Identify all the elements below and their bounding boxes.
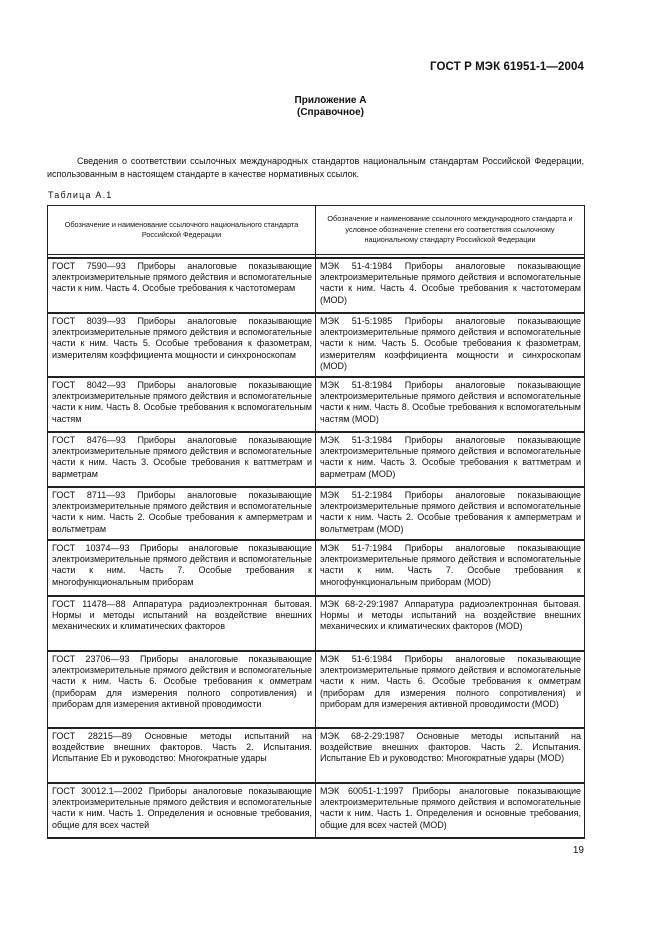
international-standard-cell: МЭК 51-4:1984 Приборы аналоговые показывающие электроизмерительные прямого действия и вспомогательные части к ним. Часть 4. Особые требования к частотомерам (MOD) xyxy=(316,258,585,313)
annex-heading xyxy=(0,95,661,119)
table-header-row xyxy=(48,206,585,255)
table-row xyxy=(48,783,585,838)
national-standard-cell: ГОСТ 23706—93 Приборы аналоговые показывающие электроизмерительные прямого действия и вспомогательные части к ним. Часть 6. Особые требования к омметрам (приборам для измерения полного сопротивления) и приборам для измерения активной проводимости xyxy=(48,651,316,728)
international-standard-cell: МЭК 51-3:1984 Приборы аналоговые показывающие электроизмерительные прямого действия и вспомогательные части к ним. Часть 3. Особые требования к ваттметрам и варметрам (MOD) xyxy=(316,432,585,487)
national-standard-cell: ГОСТ 28215—89 Основные методы испытаний на воздействие внешних факторов. Часть 2. Испытания. Испытание Eb и руководство: Многократные удары xyxy=(48,728,316,783)
international-standard-cell: МЭК 68-2-29:1987 Аппаратура радиоэлектронная бытовая. Нормы и методы испытаний на воздействие внешних механических и климатических факторов (MOD) xyxy=(316,596,585,651)
table-row xyxy=(48,728,585,783)
international-standard-cell: МЭК 51-5:1985 Приборы аналоговые показывающие электроизмерительные прямого действия и вспомогательные части к ним. Часть 5. Особые требования к фазометрам, измерителям коэффициента мощности и синхроскопам (MOD) xyxy=(316,313,585,377)
national-standard-cell: ГОСТ 8039—93 Приборы аналоговые показывающие электроизмерительные прямого действия и вспомогательные части к ним. Часть 5. Особые требования к фазометрам, измерителям коэффициента мощности и синхроноскопам xyxy=(48,313,316,377)
national-standard-cell: ГОСТ 11478—88 Аппаратура радиоэлектронная бытовая. Нормы и методы испытаний на воздействие внешних механических и климатических факторов xyxy=(48,596,316,651)
national-standard-cell: ГОСТ 10374—93 Приборы аналоговые показывающие электроизмерительные прямого действия и вспомогательные части к ним. Часть 7. Особые требования к многофункциональным приборам xyxy=(48,540,316,596)
standard-code: ГОСТ Р МЭК 61951-1—2004 xyxy=(430,61,584,73)
national-standard-cell: ГОСТ 8476—93 Приборы аналоговые показывающие электроизмерительные прямого действия и вспомогательные части к ним. Часть 3. Особые требования к ваттметрам и варметрам xyxy=(48,432,316,487)
table-row xyxy=(48,313,585,377)
annex-title: Приложение А xyxy=(294,95,367,106)
table-row xyxy=(48,651,585,728)
table-row xyxy=(48,377,585,432)
international-standard-cell: МЭК 51-6:1984 Приборы аналоговые показывающие электроизмерительные прямого действия и вспомогательные части к ним. Часть 6. Особые требования к омметрам (приборам для измерения полного сопротивления) и приборам для измерения активной проводимости (MOD) xyxy=(316,651,585,728)
intro-paragraph: Сведения о соответствии ссылочных международных стандартов национальным стандартам Российской Федерации, использованным в настоящем стандарте в качестве нормативных ссылок. xyxy=(47,156,584,179)
table-caption: Таблица А.1 xyxy=(48,190,113,200)
references-table xyxy=(47,205,585,839)
international-standard-cell: МЭК 51-7:1984 Приборы аналоговые показывающие электроизмерительные прямого действия и вспомогательные части к ним. Часть 7. Особые требования к многофункциональным приборам (MOD) xyxy=(316,540,585,596)
table-row xyxy=(48,596,585,651)
table-row xyxy=(48,540,585,596)
annex-subtitle: (Справочное) xyxy=(297,107,364,118)
table-row xyxy=(48,432,585,487)
national-standard-cell: ГОСТ 8042—93 Приборы аналоговые показывающие электроизмерительные прямого действия и вспомогательные части к ним. Часть 8. Особые требования к вспомогательным частям xyxy=(48,377,316,432)
header-international: Обозначение и наименование ссылочного международного стандарта и условное обозначение степени его соответствия ссылочному национальному стандарту Российской Федерации xyxy=(316,206,585,255)
table-row xyxy=(48,487,585,540)
international-standard-cell: МЭК 60051-1:1997 Приборы аналоговые показывающие электроизмерительные прямого действия и вспомогательные части к ним. Часть 1. Определения и основные требования, общие для всех частей (MOD) xyxy=(316,783,585,838)
national-standard-cell: ГОСТ 7590—93 Приборы аналоговые показывающие электроизмерительные прямого действия и вспомогательные части к ним. Часть 4. Особые требования к частотомерам xyxy=(48,258,316,313)
header-national: Обозначение и наименование ссылочного национального стандарта Российской Федерации xyxy=(48,206,316,255)
international-standard-cell: МЭК 68-2-29:1987 Основные методы испытаний на воздействие внешних факторов. Часть 2. Испытания. Испытание Eb и руководство: Многократные удары (MOD) xyxy=(316,728,585,783)
national-standard-cell: ГОСТ 8711—93 Приборы аналоговые показывающие электроизмерительные прямого действия и вспомогательные части к ним. Часть 2. Особые требования к амперметрам и вольтметрам xyxy=(48,487,316,540)
international-standard-cell: МЭК 51-2:1984 Приборы аналоговые показывающие электроизмерительные прямого действия и вспомогательные части к ним. Часть 2. Особые требования к амперметрам и вольтметрам (MOD) xyxy=(316,487,585,540)
national-standard-cell: ГОСТ 30012.1—2002 Приборы аналоговые показывающие электроизмерительные прямого действия и вспомогательные части к ним. Часть 1. Определения и основные требования, общие для всех частей xyxy=(48,783,316,838)
page-number: 19 xyxy=(572,845,584,856)
international-standard-cell: МЭК 51-8:1984 Приборы аналоговые показывающие электроизмерительные прямого действия и вспомогательные части к ним. Часть 8. Особые требования к вспомогательным частям (MOD) xyxy=(316,377,585,432)
table-row xyxy=(48,258,585,313)
